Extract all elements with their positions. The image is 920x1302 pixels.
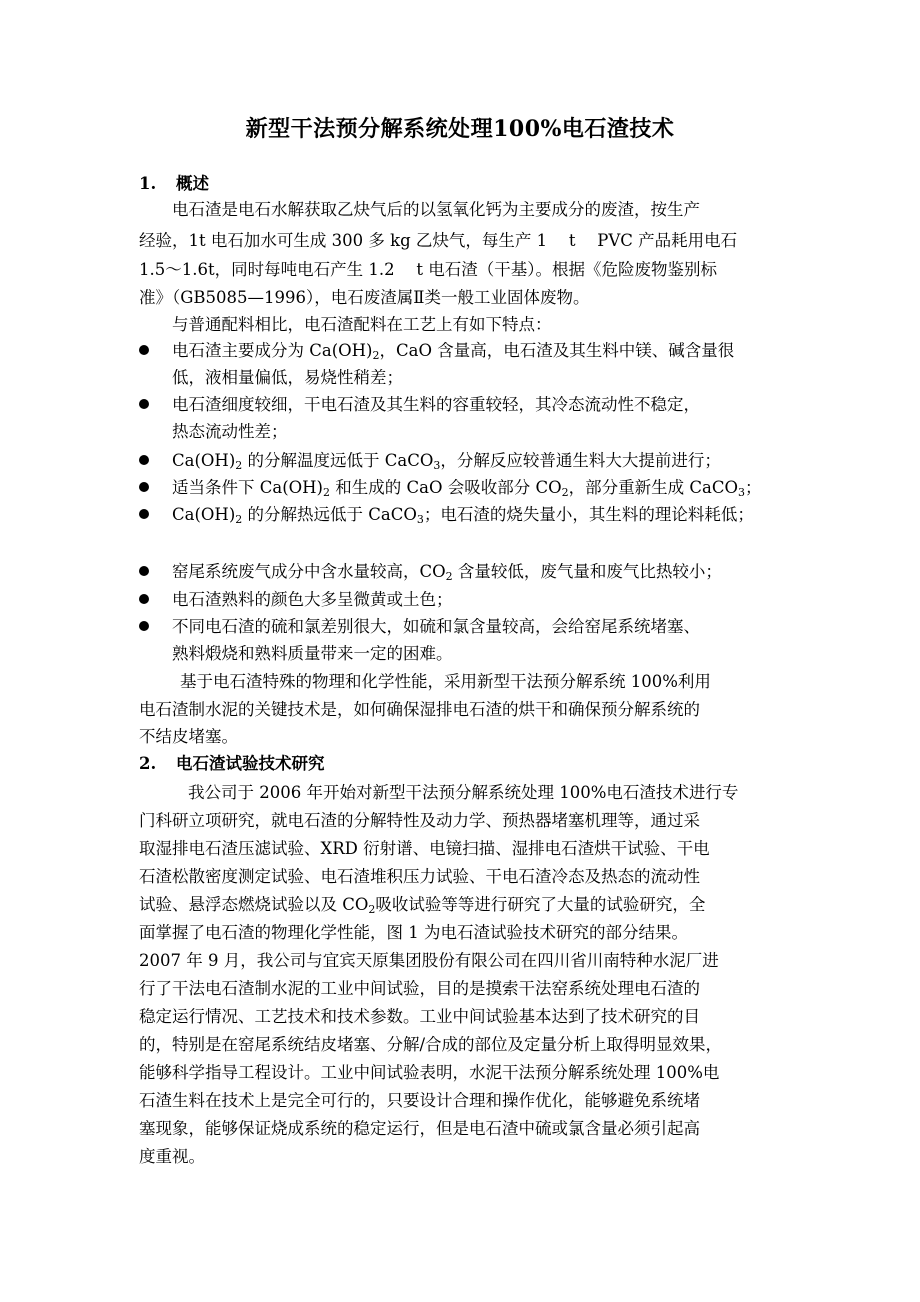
section-1-number: 1. bbox=[139, 174, 157, 193]
section-2-title: 电石渣试验技术研究 bbox=[175, 754, 325, 773]
bullet-item-text: 热态流动性差； bbox=[172, 422, 288, 441]
bullet-item-text: 电石渣熟料的颜色大多呈微黄或土色； bbox=[172, 590, 453, 609]
bullet-item-text: $Ca(OH)_2$ 的分解热远低于 CaCO$_3$；电石渣的烧失量小，其生料的理论料耗低； bbox=[172, 505, 754, 526]
paragraph-line: 不结皮堵塞。 bbox=[139, 727, 238, 746]
bullet-item-text: 电石渣细度较细，干电石渣及其生料的容重较轻，其冷态流动性不稳定， bbox=[172, 395, 700, 414]
paragraph-line: 取湿排电石渣压滤试验、XRD 衍射谱、电镜扫描、湿排电石渣烘干试验、干电 bbox=[139, 839, 710, 858]
paragraph-line: 行了干法电石渣制水泥的工业中间试验，目的是摸索干法窑系统处理电石渣的 bbox=[139, 979, 700, 998]
paragraph-line: 度重视。 bbox=[139, 1147, 205, 1166]
section-1-heading bbox=[139, 171, 209, 197]
bullet-item-text: 适当条件下 $Ca(OH)_2$ 和生成的 CaO 会吸收部分 $CO_2$，部分重新生成 CaCO$_3$； bbox=[172, 478, 762, 499]
bullet-icon bbox=[139, 345, 149, 355]
paragraph-line: 2007 年 9 月，我公司与宜宾天原集团股份有限公司在四川省川南特种水泥厂进 bbox=[139, 951, 719, 970]
bullet-item-text: $Ca(OH)_2$ 的分解温度远低于 CaCO$_3$，分解反应较普通生料大大提前进行； bbox=[172, 451, 721, 472]
document-title: 新型干法预分解系统处理100%电石渣技术 bbox=[245, 116, 675, 142]
bullet-icon bbox=[139, 566, 149, 576]
paragraph-line: 稳定运行情况、工艺技术和技术参数。工业中间试验基本达到了技术研究的目 bbox=[139, 1007, 700, 1026]
bullet-icon bbox=[139, 509, 149, 519]
paragraph-line: 电石渣制水泥的关键技术是，如何确保湿排电石渣的烘干和确保预分解系统的 bbox=[139, 700, 700, 719]
bullet-item-text: 不同电石渣的硫和氯差别很大，如硫和氯含量较高，会给窑尾系统堵塞、 bbox=[172, 617, 700, 636]
paragraph-line: 的，特别是在窑尾系统结皮堵塞、分解/合成的部位及定量分析上取得明显效果， bbox=[139, 1035, 723, 1054]
section-2-number: 2. bbox=[139, 754, 157, 773]
bullet-icon bbox=[139, 594, 149, 604]
bullet-item-text: 低，液相量偏低，易烧性稍差； bbox=[172, 368, 403, 387]
bullet-item-text: 熟料煅烧和熟料质量带来一定的困难。 bbox=[172, 644, 453, 663]
bullet-icon bbox=[139, 455, 149, 465]
paragraph-line: 面掌握了电石渣的物理化学性能，图 1 为电石渣试验技术研究的部分结果。 bbox=[139, 923, 688, 942]
paragraph-line: 门科研立项研究，就电石渣的分解特性及动力学、预热器堵塞机理等，通过采 bbox=[139, 811, 700, 830]
paragraph-line: 塞现象，能够保证烧成系统的稳定运行，但是电石渣中硫或氯含量必须引起高 bbox=[139, 1119, 700, 1138]
paragraph-line: 试验、悬浮态燃烧试验以及 $CO_2$吸收试验等等进行研究了大量的试验研究，全 bbox=[139, 895, 706, 916]
paragraph-line: 能够科学指导工程设计。工业中间试验表明，水泥干法预分解系统处理 100%电 bbox=[139, 1063, 720, 1082]
section-2-heading bbox=[139, 751, 324, 777]
paragraph-line: 1.5～1.6t，同时每吨电石产生 1.2 t 电石渣（干基）。根据《危险废物鉴别标 bbox=[139, 260, 717, 279]
paragraph-line: 石渣生料在技术上是完全可行的，只要设计合理和操作优化，能够避免系统堵 bbox=[139, 1091, 700, 1110]
paragraph-line: 电石渣是电石水解获取乙炔气后的以氢氧化钙为主要成分的废渣，按生产 bbox=[172, 200, 700, 219]
bullet-icon bbox=[139, 399, 149, 409]
paragraph-line: 与普通配料相比，电石渣配料在工艺上有如下特点： bbox=[172, 315, 552, 334]
paragraph-line: 我公司于 2006 年开始对新型干法预分解系统处理 100%电石渣技术进行专 bbox=[188, 783, 739, 802]
paragraph-line: 准》（GB5085—1996），电石废渣属Ⅱ类一般工业固体废物。 bbox=[139, 288, 590, 307]
bullet-icon bbox=[139, 621, 149, 631]
bullet-icon bbox=[139, 482, 149, 492]
bullet-item-text: 电石渣主要成分为 $Ca(OH)_2$，CaO 含量高，电石渣及其生料中镁、碱含量很 bbox=[172, 341, 735, 362]
section-1-title: 概述 bbox=[175, 174, 209, 193]
paragraph-line: 石渣松散密度测定试验、电石渣堆积压力试验、干电石渣冷态及热态的流动性 bbox=[139, 867, 700, 886]
paragraph-line: 基于电石渣特殊的物理和化学性能，采用新型干法预分解系统 100%利用 bbox=[180, 672, 711, 691]
paragraph-line: 经验，1t 电石加水可生成 300 多 kg 乙炔气，每生产 1 t PVC 产品耗用电石 bbox=[139, 231, 738, 250]
bullet-item-text: 窑尾系统废气成分中含水量较高，$CO_2$ 含量较低，废气量和废气比热较小； bbox=[172, 562, 722, 583]
